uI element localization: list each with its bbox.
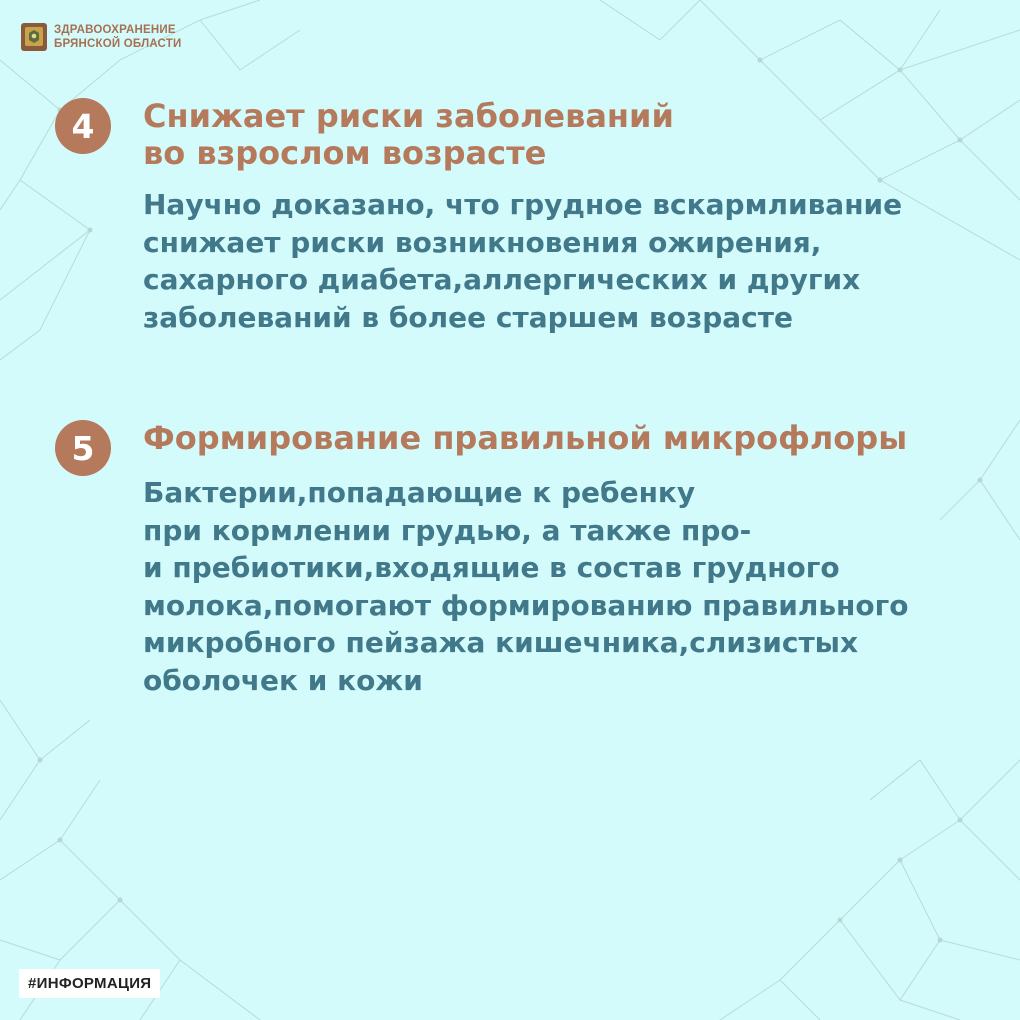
item-title: Снижает риски заболеваний во взрослом возрасте <box>143 97 674 172</box>
logo-line-1: ЗДРАВООХРАНЕНИЕ <box>54 24 176 36</box>
item-text: Бактерии,попадающие к ребенку при кормлении грудью, а также про- и пребиотики,входящие в состав грудного молока,помогают формированию правильного микробного пейзажа кишечника,слизистых оболочек и кожи <box>143 476 909 697</box>
item-title: Формирование правильной микрофлоры <box>143 419 908 457</box>
logo-text <box>54 23 181 51</box>
coat-of-arms-icon <box>20 22 48 52</box>
logo <box>20 22 181 52</box>
item-text: Научно доказано, что грудное вскармливание снижает риски возникновения ожирения, сахарного диабета,аллергических и других заболеваний в более старшем возрасте <box>143 188 903 334</box>
item-number-badge: 4 <box>55 98 111 154</box>
item-number-badge: 5 <box>55 420 111 476</box>
hashtag-label: #ИНФОРМАЦИЯ <box>19 969 160 998</box>
logo-line-2: БРЯНСКОЙ ОБЛАСТИ <box>54 38 182 50</box>
